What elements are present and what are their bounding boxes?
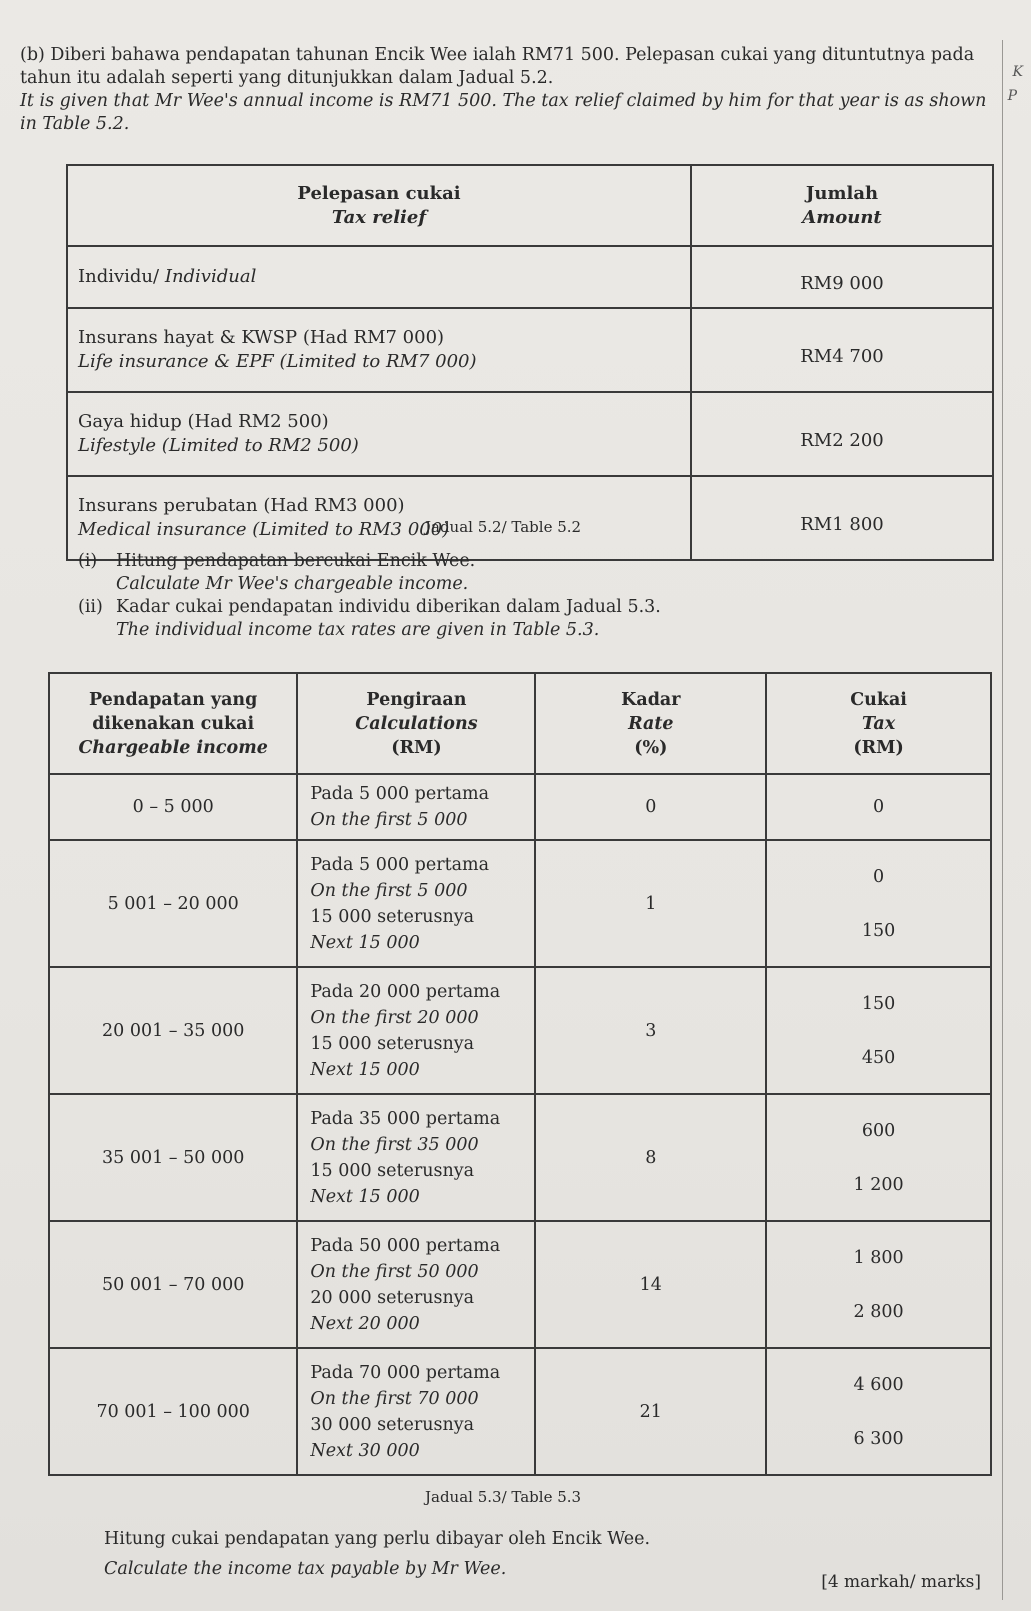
- rate: 1: [535, 840, 766, 967]
- calculation: Pada 5 000 pertama On the first 5 000: [297, 774, 535, 840]
- income-band: 5 001 – 20 000: [49, 840, 297, 967]
- rate: 21: [535, 1348, 766, 1475]
- calculation: Pada 20 000 pertama On the first 20 000 15 000 seterusnya Next 15 000: [297, 967, 535, 1094]
- question-intro: [20, 44, 1000, 136]
- income-tax-rate-table: [48, 672, 992, 1476]
- table-row: [49, 1221, 991, 1348]
- relief-amount: RM9 000: [691, 246, 993, 308]
- header-calculations: Pengiraan Calculations (RM): [297, 673, 535, 774]
- income-band: 35 001 – 50 000: [49, 1094, 297, 1221]
- marks-label: [4 markah/ marks]: [821, 1572, 981, 1592]
- relief-label: Insurans perubatan (Had RM3 000) Medical insurance (Limited to RM3 000): [67, 476, 691, 560]
- table-header-row: [49, 673, 991, 774]
- table-row: [49, 1094, 991, 1221]
- margin-letter: K: [1012, 64, 1023, 80]
- question-english: Calculate Mr Wee's chargeable income.: [116, 574, 469, 594]
- rate: 14: [535, 1221, 766, 1348]
- header-tax-relief: Pelepasan cukai Tax relief: [67, 165, 691, 246]
- rate: 0: [535, 774, 766, 840]
- income-band: 70 001 – 100 000: [49, 1348, 297, 1475]
- table-row: [67, 308, 993, 392]
- header-tax: Cukai Tax (RM): [766, 673, 991, 774]
- margin-letter: P: [1007, 88, 1017, 104]
- question-number: (ii): [78, 597, 103, 617]
- relief-label: Insurans hayat & KWSP (Had RM7 000) Life insurance & EPF (Limited to RM7 000): [67, 308, 691, 392]
- table-caption: Jadual 5.3/ Table 5.3: [425, 1488, 582, 1506]
- final-question: [104, 1524, 650, 1584]
- question-malay: Kadar cukai pendapatan individu diberikan dalam Jadual 5.3.: [116, 597, 661, 617]
- header-chargeable-income: Pendapatan yang dikenakan cukai Chargeable income: [49, 673, 297, 774]
- relief-amount: RM1 800: [691, 476, 993, 560]
- tax: 150 450: [766, 967, 991, 1094]
- relief-label: Gaya hidup (Had RM2 500) Lifestyle (Limited to RM2 500): [67, 392, 691, 476]
- table-row: [67, 246, 993, 308]
- table-row: [49, 967, 991, 1094]
- calculation: Pada 35 000 pertama On the first 35 000 15 000 seterusnya Next 15 000: [297, 1094, 535, 1221]
- tax: 0 150: [766, 840, 991, 967]
- calculation: Pada 5 000 pertama On the first 5 000 15 000 seterusnya Next 15 000: [297, 840, 535, 967]
- relief-amount: RM2 200: [691, 392, 993, 476]
- intro-english: It is given that Mr Wee's annual income is RM71 500. The tax relief claimed by him for that year is as shown in Table 5.2.: [20, 91, 987, 134]
- question-malay: Hitung pendapatan bercukai Encik Wee.: [116, 551, 476, 571]
- calculation: Pada 70 000 pertama On the first 70 000 30 000 seterusnya Next 30 000: [297, 1348, 535, 1475]
- tax: 0: [766, 774, 991, 840]
- rate: 8: [535, 1094, 766, 1221]
- intro-malay: (b) Diberi bahawa pendapatan tahunan Encik Wee ialah RM71 500. Pelepasan cukai yang dituntutnya pada tahun itu adalah seperti yang ditunjukkan dalam Jadual 5.2.: [20, 45, 975, 88]
- table-caption: Jadual 5.2/ Table 5.2: [425, 518, 582, 536]
- table-row: [67, 392, 993, 476]
- income-band: 0 – 5 000: [49, 774, 297, 840]
- tax: 600 1 200: [766, 1094, 991, 1221]
- tax: 4 600 6 300: [766, 1348, 991, 1475]
- tax-relief-table: [66, 164, 994, 561]
- table-row: [49, 774, 991, 840]
- table-row: [49, 840, 991, 967]
- header-rate: Kadar Rate (%): [535, 673, 766, 774]
- relief-label: Individu/ Individual: [67, 246, 691, 308]
- rate: 3: [535, 967, 766, 1094]
- question-english: Calculate the income tax payable by Mr Wee.: [104, 1559, 507, 1579]
- tax: 1 800 2 800: [766, 1221, 991, 1348]
- income-band: 50 001 – 70 000: [49, 1221, 297, 1348]
- header-amount: Jumlah Amount: [691, 165, 993, 246]
- question-malay: Hitung cukai pendapatan yang perlu dibayar oleh Encik Wee.: [104, 1529, 651, 1549]
- income-band: 20 001 – 35 000: [49, 967, 297, 1094]
- table-header-row: [67, 165, 993, 246]
- calculation: Pada 50 000 pertama On the first 50 000 20 000 seterusnya Next 20 000: [297, 1221, 535, 1348]
- relief-amount: RM4 700: [691, 308, 993, 392]
- question-english: The individual income tax rates are given in Table 5.3.: [116, 620, 600, 640]
- question-number: (i): [78, 551, 98, 571]
- sub-questions: [78, 550, 978, 642]
- table-row: [49, 1348, 991, 1475]
- page-margin-line: [1002, 40, 1003, 1600]
